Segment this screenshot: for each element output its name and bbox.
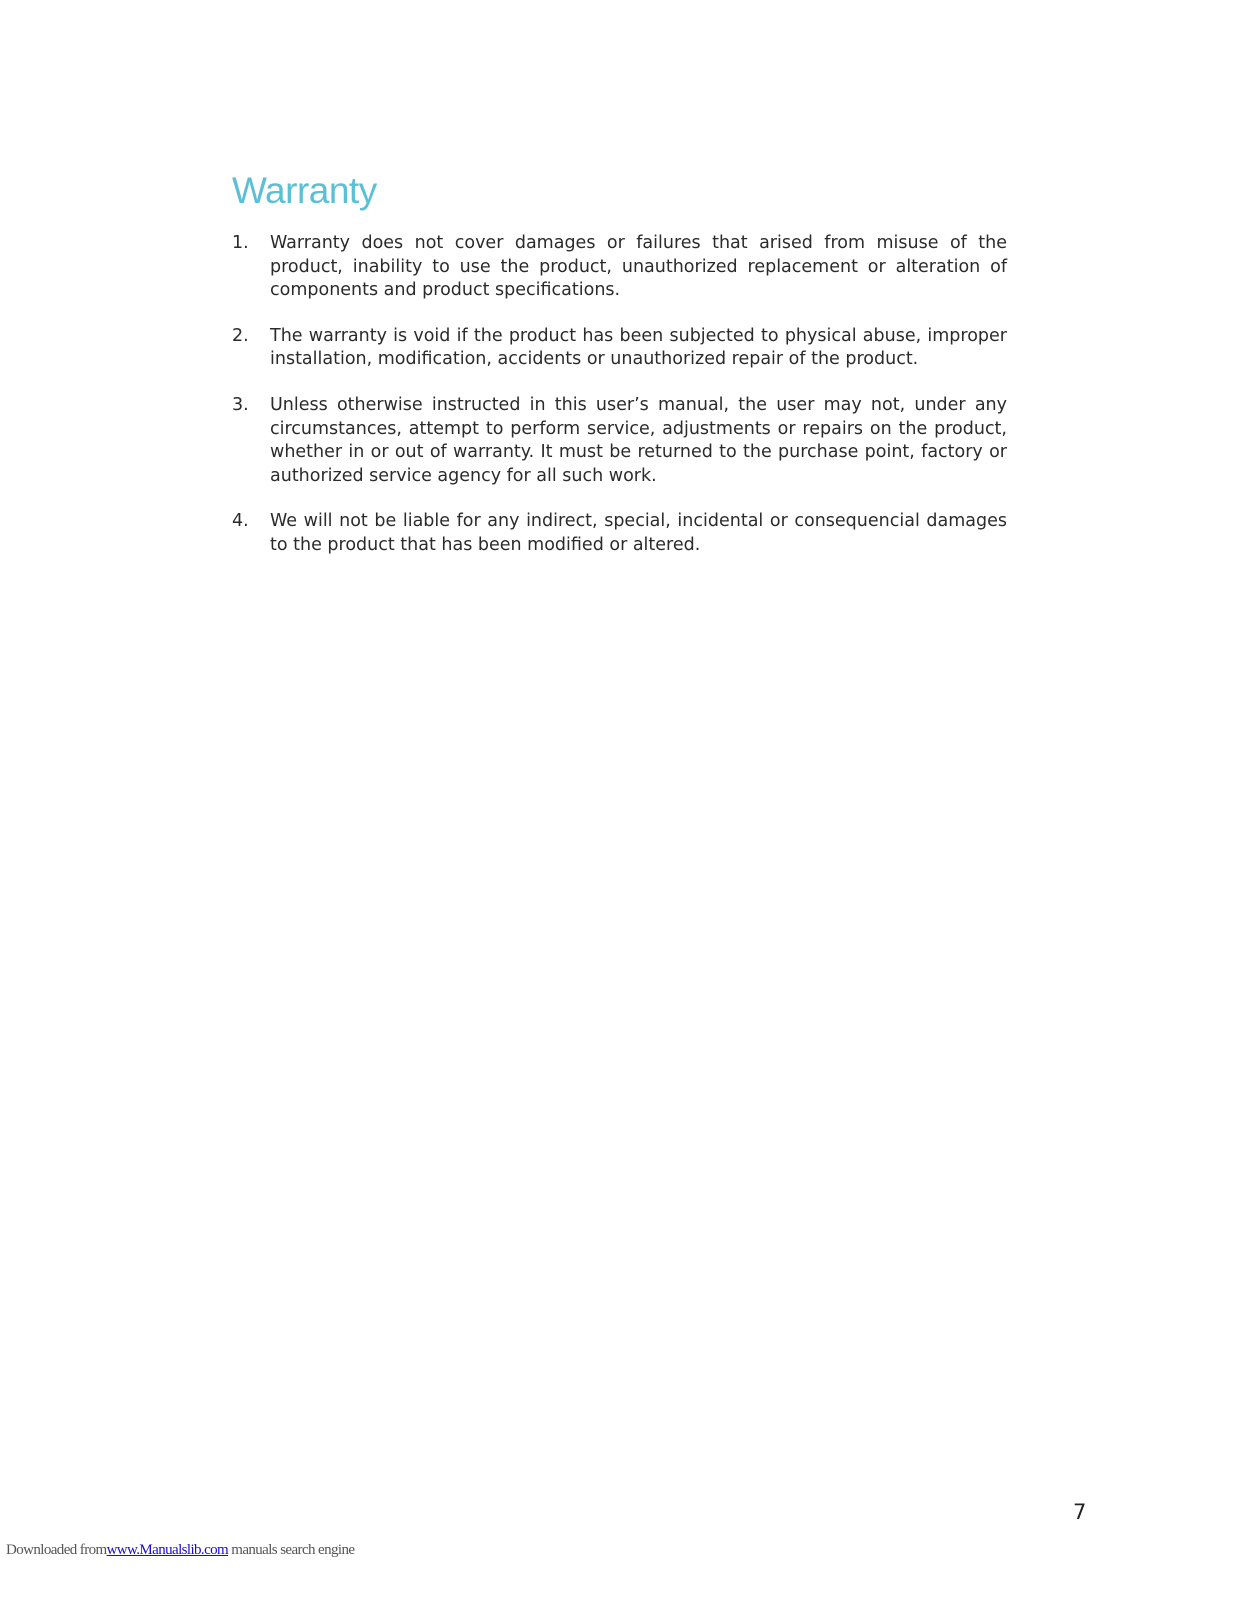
- warranty-item-2: [232, 325, 1007, 372]
- item-text: We will not be liable for any indirect, special, incidental or consequencial damages to the product that has been modified or altered.: [270, 511, 1007, 555]
- item-text: Unless otherwise instructed in this user’s manual, the user may not, under any circumstances, attempt to perform service, adjustments or repairs on the product, whether in or out of warranty. It must be returned to the purchase point, factory or authorized service agency for all such work.: [270, 394, 1007, 486]
- download-footer: [6, 1542, 354, 1559]
- warranty-item-1: [232, 232, 1007, 303]
- footer-prefix: Downloaded from: [6, 1542, 107, 1558]
- footer-suffix: manuals search engine: [228, 1542, 355, 1558]
- item-text: The warranty is void if the product has been subjected to physical abuse, improper installation, modification, accidents or unauthorized repair of the product.: [270, 325, 1007, 370]
- warranty-list: [232, 232, 1007, 580]
- manualslib-link[interactable]: www.Manualslib.com: [106, 1542, 229, 1558]
- page-title: Warranty: [232, 170, 377, 211]
- warranty-item-4: [232, 510, 1007, 557]
- item-number: 3.: [232, 394, 249, 415]
- warranty-item-3: [232, 394, 1007, 488]
- page-number: 7: [1073, 1500, 1087, 1524]
- item-number: 2.: [232, 325, 249, 346]
- item-text: Warranty does not cover damages or failures that arised from misuse of the product, inability to use the product, unauthorized replacement or alteration of components and product specifications.: [270, 233, 1007, 301]
- item-number: 4.: [232, 511, 249, 532]
- item-number: 1.: [232, 233, 249, 253]
